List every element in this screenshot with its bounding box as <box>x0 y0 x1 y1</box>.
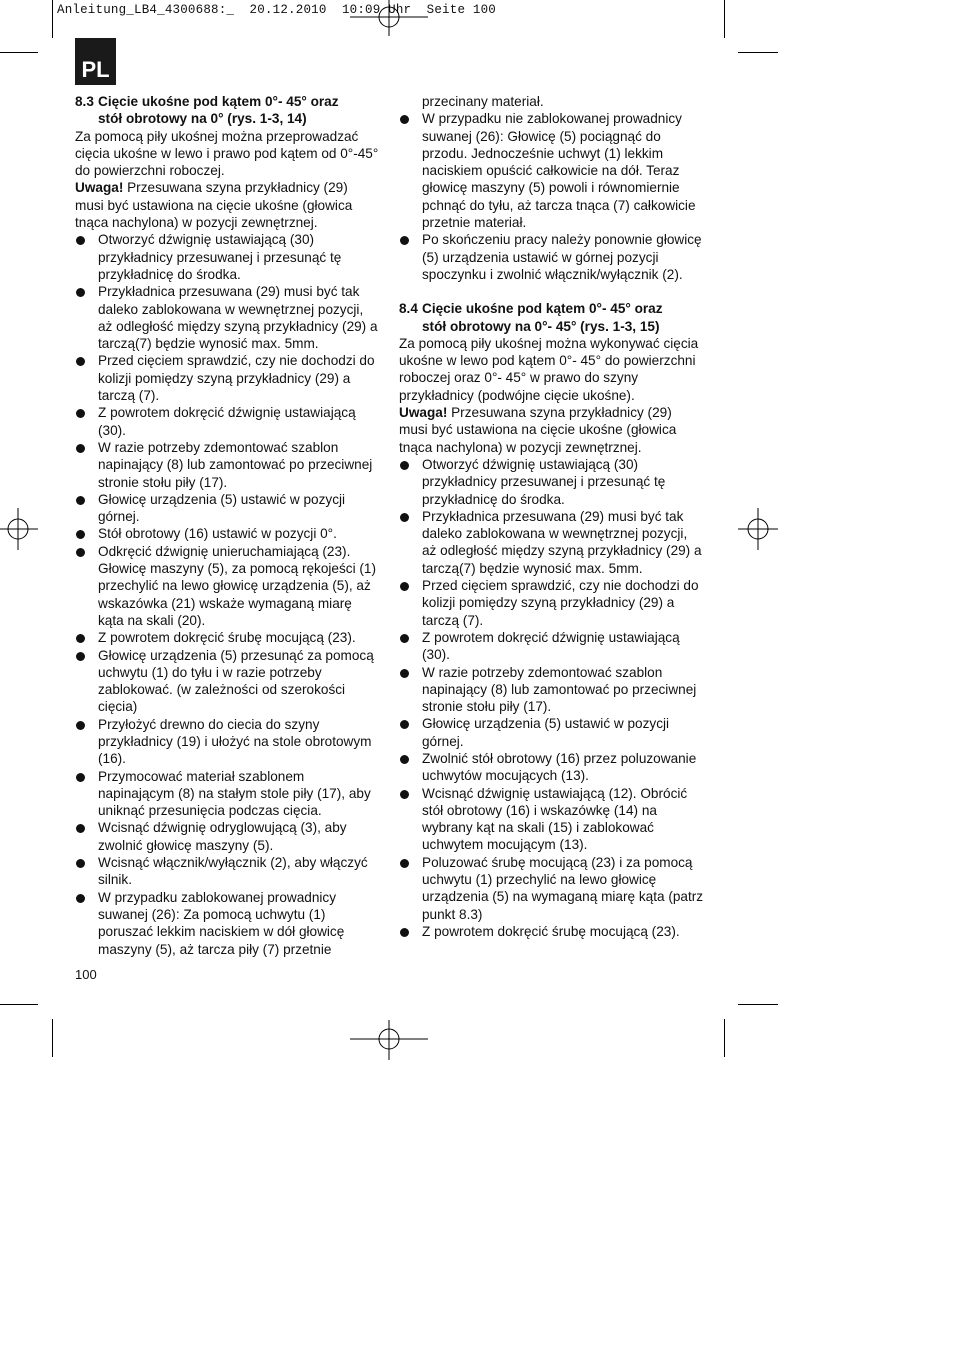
section-title <box>399 300 704 335</box>
warning-paragraph <box>75 179 380 231</box>
list-item: Przykładnica przesuwana (29) musi być tak daleko zablokowana w wewnętrznej pozycji, aż odległość między szyną przykładnicy (29) a tarczą(7) będzie wynosić max. 5mm. <box>399 508 704 577</box>
print-header: Anleitung_LB4_4300688:_ 20.12.2010 10:09 Uhr Seite 100 <box>57 3 496 17</box>
continuation-text: przecinany materiał. <box>422 94 544 109</box>
list-item: W przypadku nie zablokowanej prowadnicy suwanej (26): Głowicę (5) pociągnąć do przodu. Jednocześnie uchwyt (1) lekkim naciskiem opuścić całkowicie na dół. Teraz głowicę maszyny (5) powoli i równomiernie pchnąć do tyłu, aż tarcza tnąca (7) całkowicie przetnie materiał. <box>399 110 704 231</box>
list-item: W przypadku zablokowanej prowadnicy suwanej (26): Za pomocą uchwytu (1) poruszać lekkim naciskiem w dół głowicę maszyny (5), aż tarcza piły (7) przetnie <box>75 889 380 958</box>
section-title <box>75 93 380 128</box>
crop-mark <box>52 1019 53 1057</box>
registration-mark-icon <box>350 1020 428 1060</box>
list-item: Odkręcić dźwignię unieruchamiającą (23). Głowicę maszyny (5), za pomocą rękojeści (1) przechylić na lewo głowicę urządzenia (5), aż wskazówka (21) wskaże wymaganą miarę kąta na skali (20). <box>75 543 380 629</box>
section-title-line1: Cięcie ukośne pod kątem 0°- 45° oraz <box>422 301 663 317</box>
list-item: Głowicę urządzenia (5) przesunąć za pomocą uchwytu (1) do tyłu i w razie potrzeby zablokować. (w zależności od szerokości cięcia) <box>75 647 380 716</box>
list-item: Poluzować śrubę mocującą (23) i za pomocą uchwytu (1) przechylić na lewo głowicę urządzenia (5) na wymaganą miarę kąta (patrz punkt 8.3) <box>399 854 704 923</box>
list-item: Wcisnąć dźwignię odryglowującą (3), aby zwolnić głowicę maszyny (5). <box>75 819 380 854</box>
section-intro: Za pomocą piły ukośnej można przeprowadzać cięcia ukośne w lewo i prawo pod kątem od 0°-45° do powierzchni roboczej. <box>75 128 379 179</box>
bullet-list <box>399 456 704 940</box>
section-number: 8.4 <box>399 301 418 317</box>
list-item: Przyłożyć drewno do ciecia do szyny przykładnicy (19) i ułożyć na stole obrotowym (16). <box>75 716 380 768</box>
list-item: Przykładnica przesuwana (29) musi być tak daleko zablokowana w wewnętrznej pozycji, aż odległość między szyną przykładnicy (29) a tarczą(7) będzie wynosić max. 5mm. <box>75 283 380 352</box>
crop-mark <box>52 0 53 38</box>
section-intro: Za pomocą piły ukośnej można wykonywać cięcia ukośne w lewo pod kątem 0°- 45° do powierzchni roboczej oraz 0°- 45° w prawo do szyny przykładnicy (podwójne cięcie ukośne). <box>399 335 699 403</box>
list-item: W razie potrzeby zdemontować szablon napinający (8) lub zamontować po przeciwnej stronie stołu piły (17). <box>399 664 704 716</box>
left-column <box>75 93 380 958</box>
list-item: Zwolnić stół obrotowy (16) przez poluzowanie uchwytów mocujących (13). <box>399 750 704 785</box>
list-item: Przymocować materiał szablonem napinającym (8) na stałym stole piły (17), aby uniknąć przesunięcia podczas cięcia. <box>75 768 380 820</box>
right-column <box>399 93 704 940</box>
bullet-list <box>75 231 380 957</box>
list-item: Z powrotem dokręcić śrubę mocującą (23). <box>75 629 380 646</box>
list-item: Otworzyć dźwignię ustawiającą (30) przykładnicy przesuwanej i przesunąć tę przykładnicę do środka. <box>399 456 704 508</box>
crop-mark <box>0 52 38 53</box>
registration-mark-icon <box>350 0 428 36</box>
list-item: Głowicę urządzenia (5) ustawić w pozycji górnej. <box>75 491 380 526</box>
crop-mark <box>724 0 725 38</box>
crop-mark <box>738 1004 778 1005</box>
list-item: Wcisnąć włącznik/wyłącznik (2), aby włączyć silnik. <box>75 854 380 889</box>
list-item: Z powrotem dokręcić dźwignię ustawiającą (30). <box>399 629 704 664</box>
list-item: Przed cięciem sprawdzić, czy nie dochodzi do kolizji pomiędzy szyną przykładnicy (29) a tarczą (7). <box>399 577 704 629</box>
list-item: Po skończeniu pracy należy ponownie głowicę (5) urządzenia ustawić w górnej pozycji spoczynku i zwolnić włącznik/wyłącznik (2). <box>399 231 704 283</box>
registration-mark-icon <box>0 508 38 550</box>
list-item: Otworzyć dźwignię ustawiającą (30) przykładnicy przesuwanej i przesunąć tę przykładnicę do środka. <box>75 231 380 283</box>
section-title-line1: Cięcie ukośne pod kątem 0°- 45° oraz <box>98 94 339 109</box>
warning-label: Uwaga! <box>399 405 448 421</box>
crop-mark <box>738 52 778 53</box>
list-item: Z powrotem dokręcić śrubę mocującą (23). <box>399 923 704 940</box>
warning-text: Przesuwana szyna przykładnicy (29) musi być ustawiona na cięcie ukośne (głowica tnąca nachylona) w pozycji zewnętrznej. <box>399 405 677 455</box>
warning-paragraph <box>399 404 704 456</box>
page-number: 100 <box>75 967 97 982</box>
crop-mark <box>0 1004 38 1005</box>
list-item: Głowicę urządzenia (5) ustawić w pozycji górnej. <box>399 715 704 750</box>
registration-mark-icon <box>738 508 778 550</box>
section-title-line2: stół obrotowy na 0°- 45° (rys. 1-3, 15) <box>422 318 660 334</box>
list-item: Przed cięciem sprawdzić, czy nie dochodzi do kolizji pomiędzy szyną przykładnicy (29) a tarczą (7). <box>75 352 380 404</box>
list-item: Wcisnąć dźwignię ustawiającą (12). Obrócić stół obrotowy (16) i wskazówkę (14) na wybrany kąt na skali (15) i zablokować uchwytem mocującym (13). <box>399 785 704 854</box>
section-number: 8.3 <box>75 94 94 109</box>
crop-mark <box>724 1019 725 1057</box>
section-title-line2: stół obrotowy na 0° (rys. 1-3, 14) <box>98 111 307 127</box>
language-badge: PL <box>75 38 116 85</box>
warning-label: Uwaga! <box>75 180 124 196</box>
list-item: W razie potrzeby zdemontować szablon napinający (8) lub zamontować po przeciwnej stronie stołu piły (17). <box>75 439 380 491</box>
bullet-list <box>399 110 704 283</box>
list-item: Stół obrotowy (16) ustawić w pozycji 0°. <box>75 525 380 542</box>
list-item: Z powrotem dokręcić dźwignię ustawiającą (30). <box>75 404 380 439</box>
warning-text: Przesuwana szyna przykładnicy (29) musi być ustawiona na cięcie ukośne (głowica tnąca nachylona) w pozycji zewnętrznej. <box>75 180 353 231</box>
